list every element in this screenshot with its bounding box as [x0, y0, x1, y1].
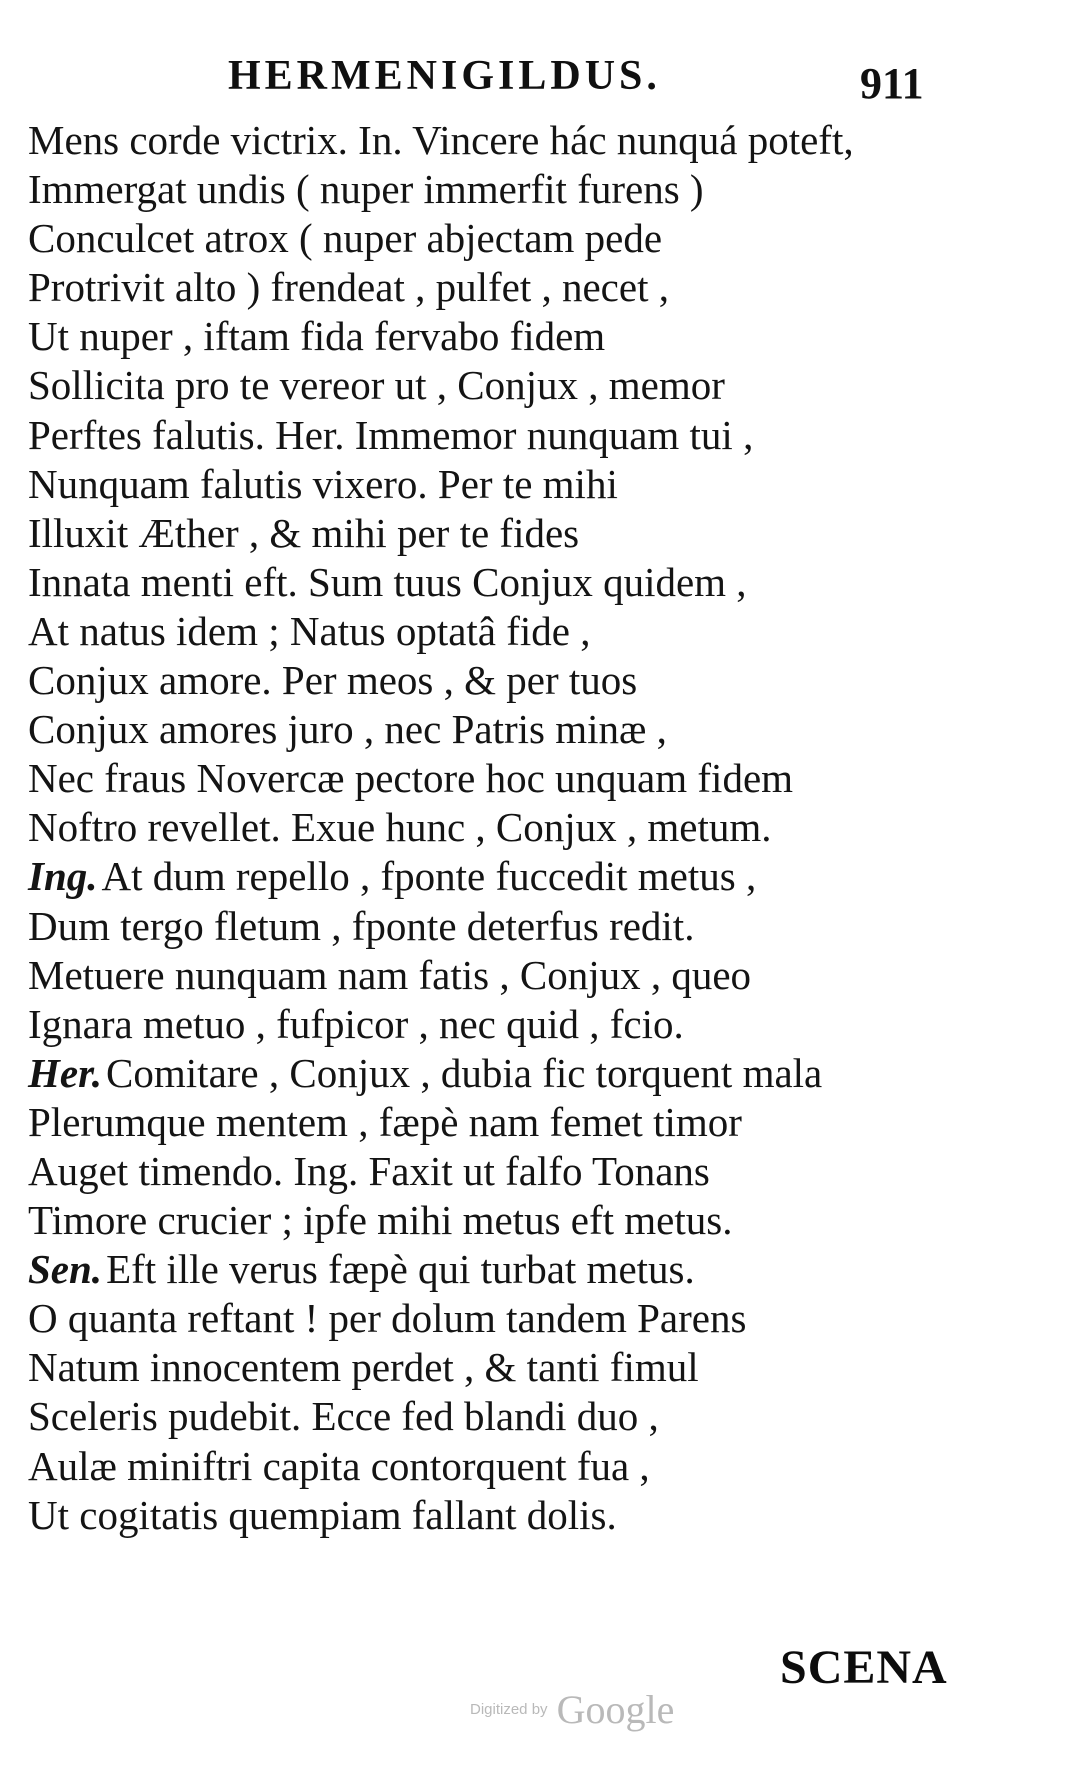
verse-line: [28, 656, 1038, 705]
digitization-watermark: [470, 1686, 674, 1733]
verse-line: [28, 509, 1038, 558]
verse-line: [28, 1343, 1038, 1392]
verse-line: [28, 214, 1038, 263]
verse-text: Noftro revellet. Exue hunc , Conjux , metum.: [28, 804, 772, 851]
verse-line: [28, 1098, 1038, 1147]
verse-text: At dum repello , fponte fuccedit metus ,: [101, 853, 757, 900]
verse-text: Perftes falutis. Her. Immemor nunquam tui ,: [28, 411, 754, 458]
verse-block: [28, 116, 1038, 1540]
speaker-label: Ing.: [28, 853, 98, 900]
verse-line: [28, 1294, 1038, 1343]
verse-text: Auget timendo. Ing. Faxit ut falfo Tonans: [28, 1147, 710, 1194]
verse-line: [28, 803, 1038, 852]
verse-text: Natum innocentem perdet , & tanti fimul: [28, 1344, 699, 1391]
verse-text: Ut nuper , iftam fida fervabo fidem: [28, 313, 606, 360]
verse-line: [28, 705, 1038, 754]
verse-line: [28, 1442, 1038, 1491]
verse-text: Nec fraus Novercæ pectore hoc unquam fidem: [28, 755, 794, 802]
verse-text: Illuxit Æther , & mihi per te fides: [28, 509, 580, 556]
verse-line: [28, 460, 1038, 509]
verse-text: Ut cogitatis quempiam fallant dolis.: [28, 1491, 617, 1538]
verse-line: [28, 558, 1038, 607]
verse-line: [28, 951, 1038, 1000]
verse-line: [28, 607, 1038, 656]
verse-text: Timore crucier ; ipfe mihi metus eft metus.: [28, 1197, 733, 1244]
verse-text: Plerumque mentem , fæpè nam femet timor: [28, 1098, 742, 1145]
verse-text: Protrivit alto ) frendeat , pulfet , necet ,: [28, 264, 669, 311]
verse-line: [28, 1491, 1038, 1540]
watermark-prefix: Digitized by: [470, 1701, 548, 1718]
verse-text: Immergat undis ( nuper immerfit furens ): [28, 166, 704, 213]
running-head: HERMENIGILDUS.: [228, 53, 661, 99]
verse-line: [28, 1000, 1038, 1049]
verse-text: Eft ille verus fæpè qui turbat metus.: [106, 1246, 695, 1293]
verse-text: Ignara metuo , fufpicor , nec quid , fcio.: [28, 1000, 684, 1047]
verse-line: [28, 852, 1038, 901]
verse-text: O quanta reftant ! per dolum tandem Parens: [28, 1295, 747, 1342]
verse-line: [28, 1049, 1038, 1098]
verse-line: [28, 1147, 1038, 1196]
verse-text: Metuere nunquam nam fatis , Conjux , queo: [28, 951, 752, 998]
verse-line: [28, 902, 1038, 951]
verse-text: Mens corde victrix. In. Vincere hác nunquá poteft,: [28, 117, 854, 163]
verse-line: [28, 263, 1038, 312]
verse-line: [28, 1245, 1038, 1294]
verse-text: Comitare , Conjux , dubia fic torquent mala: [106, 1049, 823, 1096]
verse-text: Sollicita pro te vereor ut , Conjux , memor: [28, 362, 725, 409]
verse-text: Nunquam falutis vixero. Per te mihi: [28, 460, 618, 507]
speaker-label: Her.: [28, 1049, 103, 1096]
verse-line: [28, 1392, 1038, 1441]
verse-text: At natus idem ; Natus optatâ fide ,: [28, 607, 591, 654]
verse-line: [28, 754, 1038, 803]
verse-text: Dum tergo fletum , fponte deterfus redit.: [28, 902, 695, 949]
verse-line: [28, 116, 1038, 165]
verse-line: [28, 361, 1038, 410]
verse-line: [28, 1196, 1038, 1245]
watermark-brand: Google: [556, 1687, 675, 1732]
verse-text: Conculcet atrox ( nuper abjectam pede: [28, 215, 663, 262]
verse-text: Innata menti eft. Sum tuus Conjux quidem ,: [28, 558, 747, 605]
speaker-label: Sen.: [28, 1246, 103, 1293]
verse-text: Aulæ miniftri capita contorquent fua ,: [28, 1442, 650, 1489]
verse-line: [28, 312, 1038, 361]
verse-line: [28, 165, 1038, 214]
page-number: 911: [860, 59, 924, 108]
verse-text: Sceleris pudebit. Ecce fed blandi duo ,: [28, 1393, 659, 1440]
verse-text: Conjux amore. Per meos , & per tuos: [28, 657, 638, 704]
catchword: SCENA: [780, 1641, 948, 1694]
verse-line: [28, 411, 1038, 460]
verse-text: Conjux amores juro , nec Patris minæ ,: [28, 706, 667, 753]
